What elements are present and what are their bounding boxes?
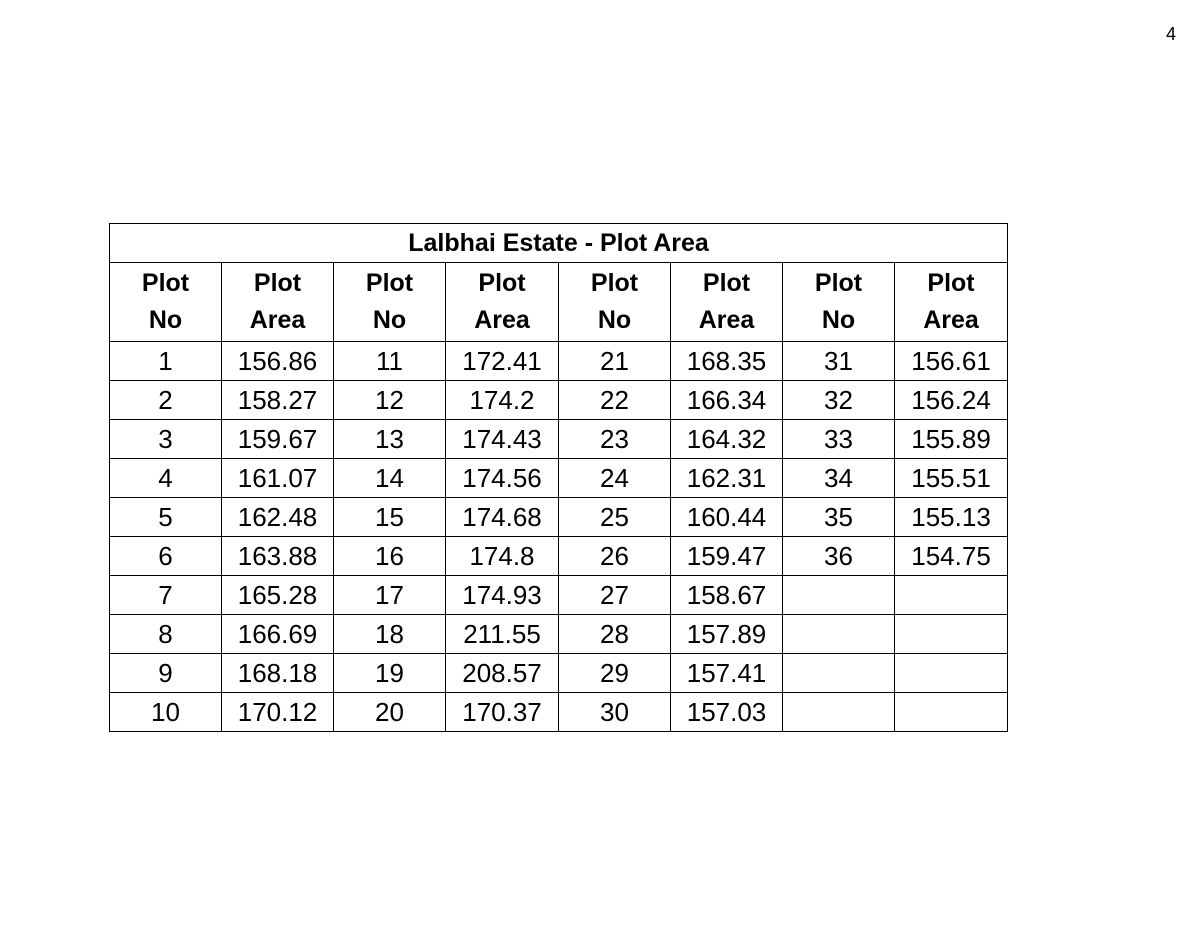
column-header — [895, 263, 1008, 342]
table-row — [110, 576, 1008, 615]
plot-no-cell: 25 — [559, 498, 671, 537]
plot-no-cell: 31 — [783, 342, 895, 381]
plot-no-cell: 10 — [110, 693, 222, 732]
plot-no-cell: 17 — [334, 576, 446, 615]
plot-area-table — [109, 223, 1008, 732]
plot-area-cell: 156.86 — [222, 342, 334, 381]
plot-area-cell: 161.07 — [222, 459, 334, 498]
plot-no-cell: 33 — [783, 420, 895, 459]
column-header — [110, 263, 222, 342]
plot-area-cell: 155.13 — [895, 498, 1008, 537]
column-header — [334, 263, 446, 342]
plot-no-cell: 21 — [559, 342, 671, 381]
table-row — [110, 498, 1008, 537]
plot-no-cell: 22 — [559, 381, 671, 420]
column-header-line: No — [372, 306, 407, 334]
column-header-line: Area — [923, 306, 979, 334]
column-header-line: Plot — [814, 269, 863, 297]
table-row — [110, 342, 1008, 381]
plot-area-cell: 162.48 — [222, 498, 334, 537]
plot-area-cell: 159.47 — [671, 537, 783, 576]
plot-no-cell: 34 — [783, 459, 895, 498]
plot-area-cell: 162.31 — [671, 459, 783, 498]
plot-area-cell: 166.34 — [671, 381, 783, 420]
plot-area-cell — [895, 693, 1008, 732]
plot-no-cell: 13 — [334, 420, 446, 459]
column-header — [446, 263, 559, 342]
plot-area-cell: 174.68 — [446, 498, 559, 537]
plot-area-cell: 156.24 — [895, 381, 1008, 420]
plot-no-cell: 32 — [783, 381, 895, 420]
table-title: Lalbhai Estate - Plot Area — [110, 224, 1008, 263]
plot-area-cell: 174.8 — [446, 537, 559, 576]
column-header-line: Plot — [365, 269, 414, 297]
plot-area-cell: 172.41 — [446, 342, 559, 381]
plot-no-cell: 11 — [334, 342, 446, 381]
plot-no-cell: 14 — [334, 459, 446, 498]
table-row — [110, 654, 1008, 693]
table-body — [110, 342, 1008, 732]
column-header — [671, 263, 783, 342]
plot-area-cell: 155.89 — [895, 420, 1008, 459]
plot-no-cell: 35 — [783, 498, 895, 537]
plot-no-cell: 30 — [559, 693, 671, 732]
table-row — [110, 459, 1008, 498]
column-header-line: Plot — [702, 269, 751, 297]
plot-area-cell: 174.93 — [446, 576, 559, 615]
plot-area-cell: 157.89 — [671, 615, 783, 654]
plot-no-cell: 26 — [559, 537, 671, 576]
title-row — [110, 224, 1008, 263]
plot-area-cell — [895, 615, 1008, 654]
plot-area-cell: 164.32 — [671, 420, 783, 459]
plot-area-cell: 158.67 — [671, 576, 783, 615]
plot-area-cell: 166.69 — [222, 615, 334, 654]
plot-area-cell — [895, 576, 1008, 615]
plot-no-cell: 24 — [559, 459, 671, 498]
plot-no-cell: 23 — [559, 420, 671, 459]
column-header-line: Plot — [478, 269, 526, 297]
plot-area-cell: 158.27 — [222, 381, 334, 420]
plot-no-cell: 8 — [110, 615, 222, 654]
column-header-line: Plot — [141, 269, 190, 297]
plot-area-cell: 157.41 — [671, 654, 783, 693]
plot-area-cell: 170.12 — [222, 693, 334, 732]
plot-no-cell — [783, 693, 895, 732]
plot-no-cell: 3 — [110, 420, 222, 459]
plot-no-cell — [783, 654, 895, 693]
plot-no-cell: 1 — [110, 342, 222, 381]
column-header-line: Plot — [927, 269, 975, 297]
plot-no-cell: 27 — [559, 576, 671, 615]
column-header — [559, 263, 671, 342]
column-header-line: Area — [474, 306, 530, 334]
table-row — [110, 537, 1008, 576]
plot-area-cell: 159.67 — [222, 420, 334, 459]
plot-area-cell: 208.57 — [446, 654, 559, 693]
plot-area-cell: 155.51 — [895, 459, 1008, 498]
plot-no-cell: 7 — [110, 576, 222, 615]
plot-area-cell: 174.43 — [446, 420, 559, 459]
table-row — [110, 381, 1008, 420]
plot-area-cell: 165.28 — [222, 576, 334, 615]
column-header-line: No — [597, 306, 632, 334]
plot-area-cell: 174.56 — [446, 459, 559, 498]
column-header-line: No — [148, 306, 183, 334]
table-row — [110, 420, 1008, 459]
table-row — [110, 615, 1008, 654]
plot-no-cell: 20 — [334, 693, 446, 732]
column-header-line: No — [821, 306, 856, 334]
plot-no-cell: 16 — [334, 537, 446, 576]
plot-no-cell: 2 — [110, 381, 222, 420]
column-header-line: Area — [698, 306, 755, 334]
plot-area-cell: 156.61 — [895, 342, 1008, 381]
column-header-line: Area — [249, 306, 306, 334]
plot-area-cell: 174.2 — [446, 381, 559, 420]
plot-no-cell: 12 — [334, 381, 446, 420]
plot-no-cell: 5 — [110, 498, 222, 537]
table-row — [110, 693, 1008, 732]
column-header-line: Plot — [590, 269, 639, 297]
column-header-line: Plot — [253, 269, 302, 297]
plot-no-cell: 9 — [110, 654, 222, 693]
column-header — [222, 263, 334, 342]
column-header — [783, 263, 895, 342]
plot-area-cell: 160.44 — [671, 498, 783, 537]
plot-area-cell: 168.35 — [671, 342, 783, 381]
plot-area-cell: 154.75 — [895, 537, 1008, 576]
plot-no-cell: 28 — [559, 615, 671, 654]
plot-area-cell: 163.88 — [222, 537, 334, 576]
plot-area-cell — [895, 654, 1008, 693]
plot-no-cell — [783, 615, 895, 654]
plot-area-cell: 157.03 — [671, 693, 783, 732]
plot-no-cell: 19 — [334, 654, 446, 693]
plot-no-cell: 29 — [559, 654, 671, 693]
plot-area-cell: 168.18 — [222, 654, 334, 693]
plot-area-cell: 170.37 — [446, 693, 559, 732]
plot-no-cell: 36 — [783, 537, 895, 576]
plot-no-cell: 4 — [110, 459, 222, 498]
plot-no-cell: 18 — [334, 615, 446, 654]
plot-no-cell — [783, 576, 895, 615]
header-row — [110, 263, 1008, 342]
plot-no-cell: 6 — [110, 537, 222, 576]
plot-no-cell: 15 — [334, 498, 446, 537]
plot-area-cell: 211.55 — [446, 615, 559, 654]
page-number: 4 — [1165, 24, 1176, 44]
